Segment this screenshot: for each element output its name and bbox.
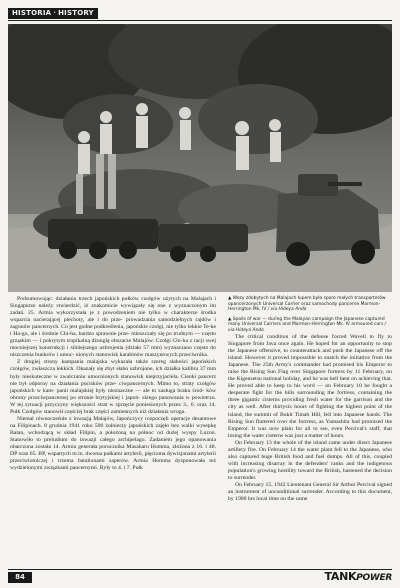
article-column-polish [10, 296, 216, 564]
page-header [8, 8, 392, 21]
section-label-polish: HISTORIA [12, 9, 52, 17]
caption-polish-text: ▲ Wozy zdobytych na Malajach łupem było sporo małych transporterów opancerzonych Universal Carrier oraz samochody pancerne Marmon-Herrington Mk. IV [228, 296, 386, 313]
section-separator: · [53, 9, 57, 17]
photograph-icon [8, 24, 392, 292]
section-tag [8, 8, 98, 19]
historical-photograph [8, 24, 392, 292]
paragraph: Niemal równocześnie z inwazją Malajów, Japończycy rozpoczęli operacje desantowe na Filipinach. 8 grudnia 1941 roku 500 żołnierzy japońskich zajęło bez walki wysepkę Batan, wchodzącą w skład Filipin, a położoną na północ od dużej wyspy Luzon. Stanowiło to preludium do inwazji całego archipelagu. Zadaniem jego opanowania obarczona została 14. Armia generała porucznika Masaharu Homma, złożona z 16. i 48. DP oraz 65. BP, wspartych m.in. dwoma pułkami artylerii, pięcioma dywizjonami artylerii przeciwlotniczej i trzema batalionami saperów. Armia Homma dysponowała też wydzielonymi związkami pancernymi. Były to 4. i 7. Pułk [10, 415, 216, 472]
caption-english [228, 317, 392, 334]
caption-polish-credit: / via Hideya Ando [267, 307, 307, 313]
paragraph: Podsumowując: działania trzech japońskich pułków czołgów użytych na Malajach i Singapurze należy stwierdzić, iż znakomicie wywiązały się one z wyznaczonym im zadań. 25. Armia wykorzystała je z powodzeniem nie tylko w charakterze środka wsparcia nacierającej piechoty, ale i do prze- prowadzania samodzielnych rajdów i zagonów pancernych. Co jest godne podkreślenia, japońskie czołgi, nie tylko lekkie Te-ke i Ha-go, ale i średnie Chi-ha, bardzo sprawnie prze- mieszczały się po trudnym — często grząskim — i pokrytym tropikalną dżunglą obszarze Malajów. Czołgi Chi-ha z racji swej mocniejszej konstrukcji i silniejszego uzbrojenia (działo 57 mm) wyznaczano często do niszczenia bunkrów i umoc- nionych stanowisk karabinów maszynowych przeciwnika. [10, 296, 216, 359]
caption-english-credit: / via Hideya Ando [228, 322, 387, 333]
page-footer [8, 569, 392, 582]
paragraph: On February 15, 1942 Lieutenant General Sir Arthur Percival signed an instrument of unconditional surrender. According to this document, by 1900 hrs local time on the same [228, 481, 392, 503]
paragraph: On February 13 the whole of the island came under direct Japanese artillery fire. On February 14 the water plant fell to the Japanese, who also captured huge British food and fuel dumps. All of this, coupled with increasing disarray in the defenders' ranks and the indigenous population's growing hostility toward the British, hastened the decision to surrender. [228, 439, 392, 481]
photo-captions [228, 296, 392, 338]
article-column-english [228, 334, 392, 564]
caption-polish [228, 296, 392, 313]
paragraph: The critical condition of the defense forced Wavell to fly to Singapore from Java once again. He hoped for an opportunity to stop the Japanese offensive, to counterattack and push the Japanese off the island. However it proved impossible to snatch the initiative from the Japanese. The 25th Army's commander had promised his Emperor to raise the Rising Sun Flag over Singapore fortress by 11 February, on the Kigensetsu national holiday, and he was hell bent on achieving that. He proved able to keep to his word — on February 10 he fought a desperate fight for the hills surrounding the fortress, containing the three gigantic cisterns providing fresh water for the garrison and the city as well. After thirtysix hours of fighting the highest point of the island, the summit of Bukit Timah Hill, fell into Japanese hands. The Rising Sun fluttered over the fortress, as Yamashita had promised the Emperor. It was now plain for all to see, even Percival's staff, that losing the water cisterns was just a matter of hours. [228, 334, 392, 439]
paragraph: Z drugiej strony kampania malajska wykazała także szereg słabości japońskich czołgów, zwłaszcza lekkich. Okazały się zbyt słabo uzbrojone, ich działka kalibru 37 mm były nieskuteczne w zwalczaniu umocnionych stanowisk nieprzyjaciela. Cienki pancerz nie był odporny na działania pocisków prze- ciwpancernych. Mimo to, straty czołgów japońskich w kam- panii malajskiej były nieznaczne — ale to zasługa braku środ- ków obrony przeciwpancernej po stronie brytyjskiej i japoń- skiego panowania w powietrzu. W tej sytuacji przyczyny większości strat w sprzęcie poniesionych przez 3., 6. oraz 14. Pułk Czołgów stanowił częściej brak części zamiennych niż działania wroga. [10, 359, 216, 415]
caption-english-text: ▲ Spoils of war — during the Malayan campaign the Japanese captured many Universal Carriers and Marmon-Herrington Mk. IV armoured cars [228, 316, 385, 328]
magazine-logo-power: POWER [356, 573, 392, 583]
section-label-english: HISTORY [58, 9, 94, 17]
page-number: 84 [8, 572, 32, 583]
magazine-logo-tank: TANK [324, 570, 357, 583]
magazine-logo [325, 571, 392, 584]
